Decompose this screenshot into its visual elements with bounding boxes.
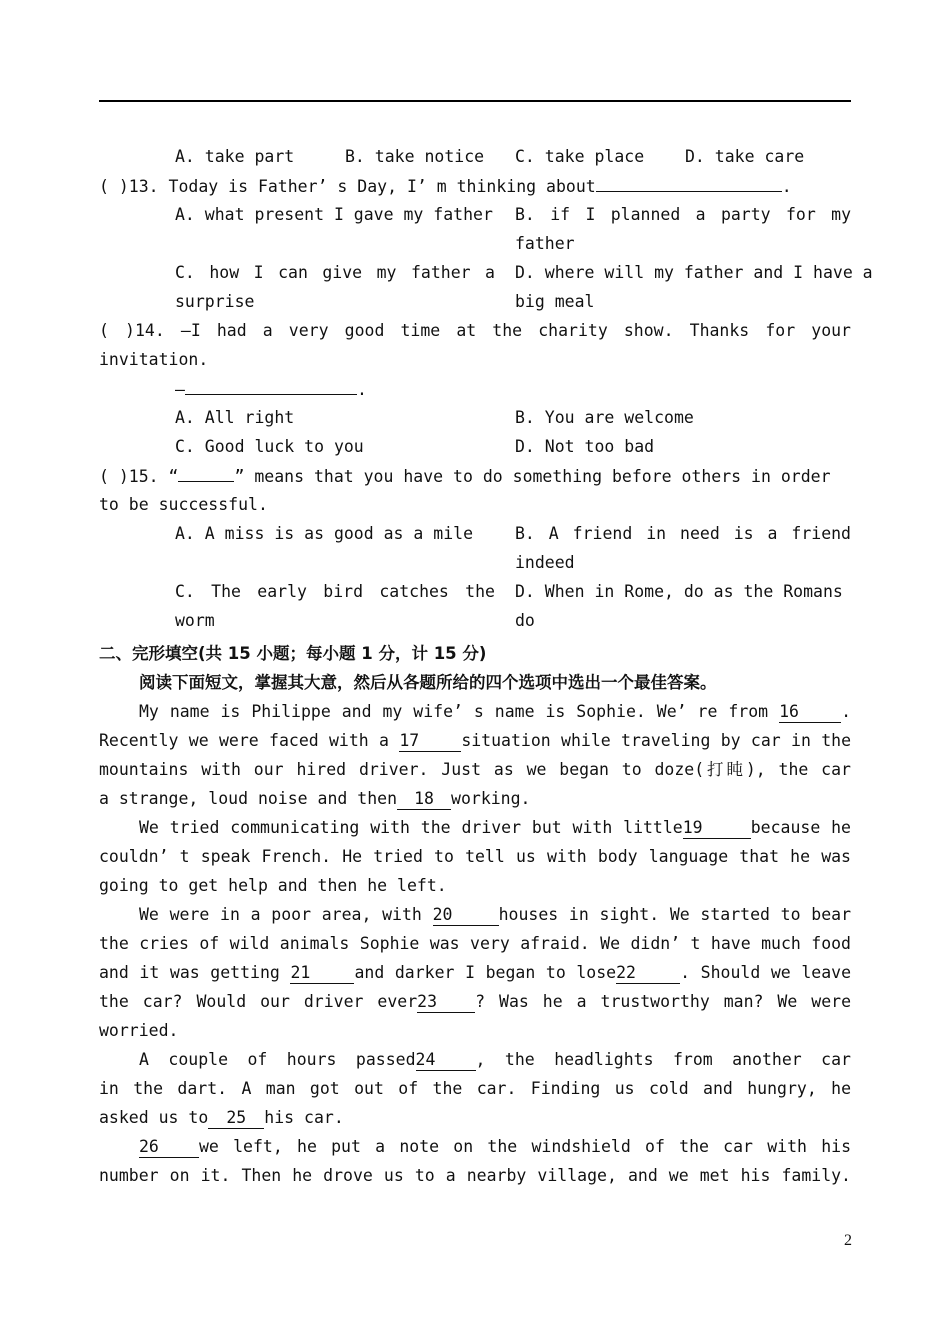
passage-line: We tried communicating with the driver but with little19 because he [139, 818, 851, 837]
passage-line: 26 we left, he put a note on the windshield of the car with his [139, 1137, 851, 1156]
blank-25[interactable]: 25 [208, 1108, 264, 1129]
q13-answer-blank[interactable] [596, 171, 782, 192]
q14-option-a: A. All right [175, 408, 295, 427]
blank-18[interactable]: 18 [397, 789, 451, 810]
document-body: A. take part B. take notice C. take place D. take care ( )13. Today is Father’ s Day, I’ m thinking about . A. what present I gave my father B. if I planned a party for my father C. how I can give my father a surprise D. where will my father and I have a big meal ( )14. —I had a very good time at the charity show. Thanks for your invitation. — . A. All right B. You are welcome C. Good luck to you D. Not too bad ( )15. “ ” means that you have to do something before others in order to be successful. A. A miss is as good as a mile B. A friend in need is a friend indeed C. The early bird catches the worm D. When in Rome, do as the Romans do 二、完形填空(共 15 小题；每小题 1 分，计 15 分) 阅读下面短文，掌握其大意，然后从各题所给的四个选项中选出一个最佳答案。 My name is Philippe and my wife’ s name is Sophie. We’ re from 16 . Recently we were faced with a 17 situation while traveling by car in the mountains with our hired driver. Just as we began to doze(打盹), the car a strange, loud noise and then 18 working. We tried communicating with the driver but with little19 because he couldn’ t speak French. He tried to tell us with body language that he was going to get help and then he left. We were in a poor area, with 20 houses in sight. We started to bear the cries of wild animals Sophie was very afraid. We didn’ t have much food and it was getting 21 and darker I began to lose22 . Should we leave the car? Would our driver ever23 ? Was he a trustworthy man? We were worried. A couple of hours passed24 , the headlights from another car in the dart. A man got out of the car. Finding us cold and hungry, he asked us to 25 his car. 26 we left, he put a note on the windshield of the car with his number on it. Then he drove us to a nearby village, and we met his family. [99, 142, 851, 1190]
passage-line: and it was getting 21 and darker I began to lose22 . Should we leave [99, 963, 851, 982]
q14-option-c: C. Good luck to you [175, 437, 364, 456]
passage-line: number on it. Then he drove us to a nearby village, and we met his family. [99, 1166, 851, 1185]
blank-16[interactable]: 16 [779, 702, 841, 723]
q15-options-cd: C. The early bird catches the worm D. When in Rome, do as the Romans do [99, 577, 851, 635]
blank-21[interactable]: 21 [290, 963, 354, 984]
q13-option-b: B. if I planned a party for my [515, 205, 851, 224]
q15-option-c: C. The early bird catches the [175, 582, 495, 601]
q14-option-b: B. You are welcome [515, 408, 694, 427]
header-rule [99, 100, 851, 102]
q15-option-d: D. When in Rome, do as the Romans [515, 582, 843, 601]
q14-answer-blank[interactable] [185, 374, 357, 395]
passage-line: going to get help and then he left. [99, 876, 447, 895]
q12-option-d: D. take care [685, 147, 805, 166]
q13-option-d: D. where will my father and I have a [515, 263, 873, 282]
passage-line: Recently we were faced with a 17 situation while traveling by car in the [99, 731, 851, 750]
passage-line: a strange, loud noise and then 18 working. [99, 789, 531, 808]
blank-19[interactable]: 19 [683, 818, 751, 839]
passage-line: asked us to 25 his car. [99, 1108, 344, 1127]
q14-reply: — . [99, 374, 851, 403]
q12-option-b: B. take notice [345, 147, 485, 166]
passage-line: in the dart. A man got out of the car. Finding us cold and hungry, he [99, 1079, 851, 1098]
passage-line: the car? Would our driver ever23 ? Was he a trustworthy man? We were [99, 992, 851, 1011]
blank-26[interactable]: 26 [139, 1137, 199, 1158]
q15-stem: ( )15. “ ” means that you have to do something before others in order [99, 461, 851, 490]
passage-line: worried. [99, 1021, 179, 1040]
q13-option-a: A. what present I gave my father [175, 205, 493, 224]
q12-option-c: C. take place [515, 147, 645, 166]
page-number: 2 [844, 1232, 852, 1249]
passage-line: My name is Philippe and my wife’ s name is Sophie. We’ re from 16 . [139, 702, 851, 721]
passage-line: couldn’ t speak French. He tried to tell us with body language that he was [99, 847, 851, 866]
section-instruction: 阅读下面短文，掌握其大意，然后从各题所给的四个选项中选出一个最佳答案。 [139, 673, 717, 692]
q14-options-ab [99, 403, 851, 432]
q12-option-a: A. take part [175, 147, 295, 166]
q13-stem: ( )13. Today is Father’ s Day, I’ m thinking about . [99, 171, 851, 200]
q15-answer-blank[interactable] [178, 461, 234, 482]
q14-options-cd [99, 432, 851, 461]
q13-options-ab: A. what present I gave my father B. if I planned a party for my father [99, 200, 851, 258]
q12-options [99, 142, 851, 171]
blank-23[interactable]: 23 [417, 992, 475, 1013]
q15-options-ab: A. A miss is as good as a mile B. A friend in need is a friend indeed [99, 519, 851, 577]
blank-17[interactable]: 17 [399, 731, 461, 752]
section-heading: 二、完形填空(共 15 小题；每小题 1 分，计 15 分) [99, 644, 487, 663]
blank-22[interactable]: 22 [616, 963, 680, 984]
passage-line: mountains with our hired driver. Just as we began to doze(打盹), the car [99, 760, 851, 779]
q13-options-cd: C. how I can give my father a surprise D. where will my father and I have a big meal [99, 258, 851, 316]
blank-20[interactable]: 20 [433, 905, 499, 926]
blank-24[interactable]: 24 [416, 1050, 476, 1071]
q15-option-b: B. A friend in need is a friend [515, 524, 851, 543]
q14-stem: ( )14. —I had a very good time at the charity show. Thanks for your [99, 321, 851, 340]
q13-option-c: C. how I can give my father a [175, 263, 495, 282]
q14-option-d: D. Not too bad [515, 437, 655, 456]
q15-option-a: A. A miss is as good as a mile [175, 524, 474, 543]
passage-line: A couple of hours passed24 , the headlights from another car [139, 1050, 851, 1069]
passage-line: We were in a poor area, with 20 houses in sight. We started to bear [139, 905, 851, 924]
passage-line: the cries of wild animals Sophie was very afraid. We didn’ t have much food [99, 934, 851, 953]
